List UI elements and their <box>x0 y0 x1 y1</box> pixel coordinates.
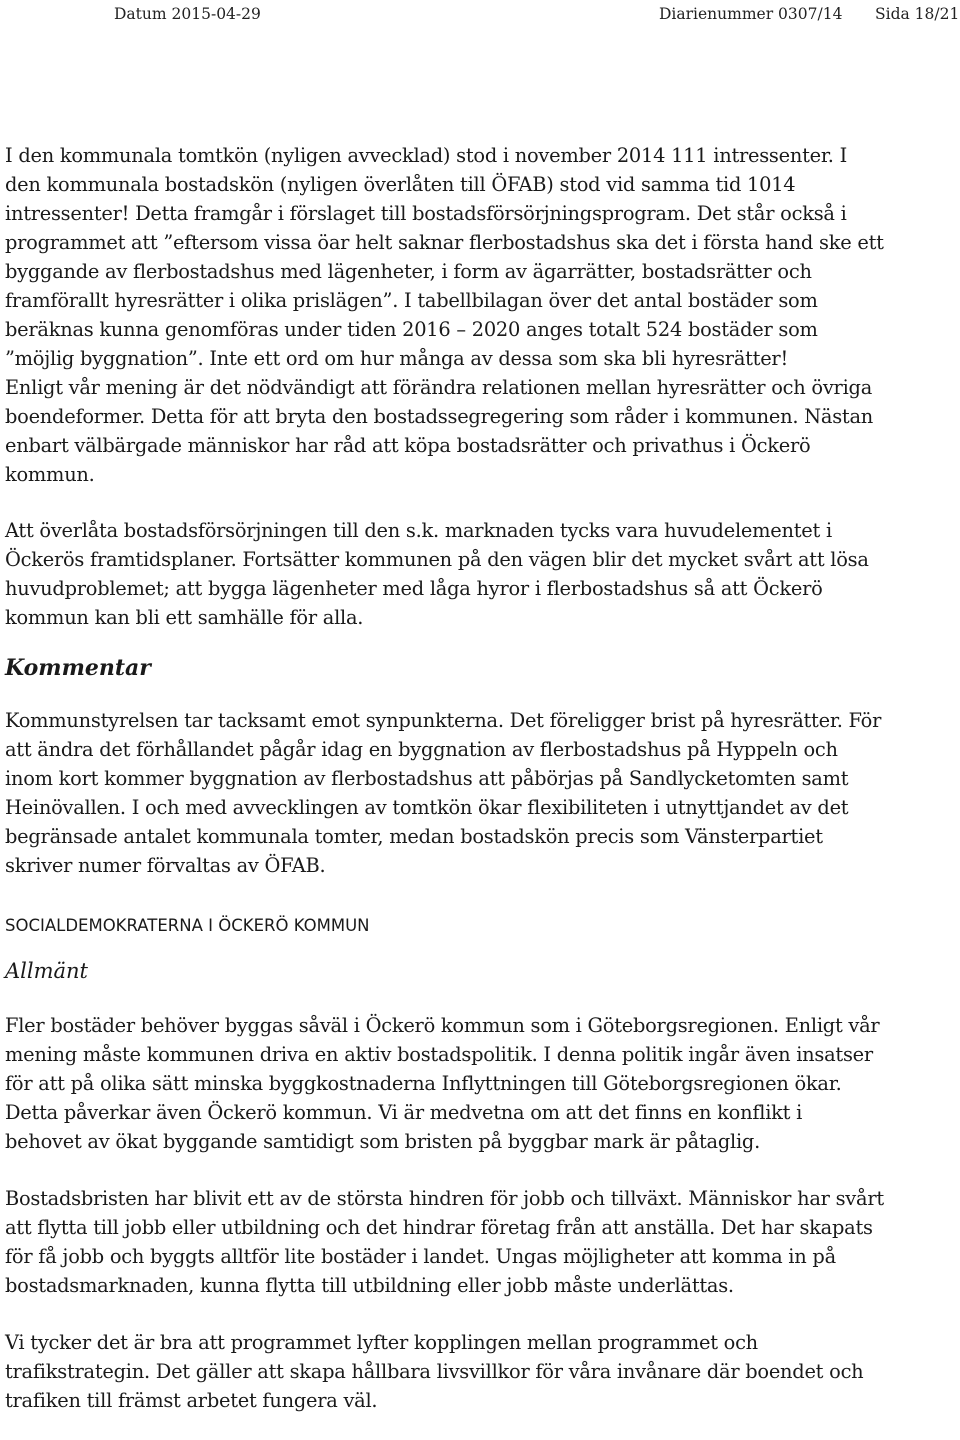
text-line: mening måste kommunen driva en aktiv bostadspolitik. I denna politik ingår även insatser <box>5 1043 873 1066</box>
text-line: trafiken till främst arbetet fungera väl. <box>5 1389 378 1412</box>
paragraph-tomtko <box>5 141 955 489</box>
text-line: boendeformer. Detta för att bryta den bostadssegregering som råder i kommunen. Nästan <box>5 405 873 428</box>
text-line: beräknas kunna genomföras under tiden 2016 – 2020 anges totalt 524 bostäder som <box>5 318 818 341</box>
text-line: programmet att ”eftersom vissa öar helt saknar flerbostadshus ska det i första hand ske ett <box>5 231 884 254</box>
text-line: Bostadsbristen har blivit ett av de största hindren för jobb och tillväxt. Människor har svårt <box>5 1187 884 1210</box>
header-page-number: Sida 18/21 <box>875 5 960 23</box>
paragraph-bostadsbristen <box>5 1184 955 1300</box>
text-line: enbart välbärgade människor har råd att köpa bostadsrätter och privathus i Öckerö <box>5 434 811 457</box>
text-line: bostadsmarknaden, kunna flytta till utbildning eller jobb måste underlättas. <box>5 1274 734 1297</box>
text-line: Öckerös framtidsplaner. Fortsätter kommunen på den vägen blir det mycket svårt att lösa <box>5 548 869 571</box>
text-line: att flytta till jobb eller utbildning och det hindrar företag från att anställa. Det har skapats <box>5 1216 873 1239</box>
text-line: huvudproblemet; att bygga lägenheter med låga hyror i flerbostadshus så att Öckerö <box>5 577 823 600</box>
text-line: intressenter! Detta framgår i förslaget till bostadsförsörjningsprogram. Det står också i <box>5 202 847 225</box>
text-line: Vi tycker det är bra att programmet lyfter kopplingen mellan programmet och <box>5 1331 758 1354</box>
header-date: Datum 2015-04-29 <box>114 5 261 23</box>
text-line: Enligt vår mening är det nödvändigt att förändra relationen mellan hyresrätter och övriga <box>5 376 873 399</box>
heading-kommentar: Kommentar <box>5 655 151 681</box>
text-line: byggande av flerbostadshus med lägenheter, i form av ägarrätter, bostadsrätter och <box>5 260 812 283</box>
page-header <box>0 4 960 24</box>
text-line: för få jobb och byggts alltför lite bostäder i landet. Ungas möjligheter att komma in på <box>5 1245 836 1268</box>
text-line: kommun. <box>5 463 95 486</box>
heading-socialdemokraterna: SOCIALDEMOKRATERNA I ÖCKERÖ KOMMUN <box>5 916 370 935</box>
paragraph-fler-bostader <box>5 1011 955 1156</box>
text-line: att ändra det förhållandet pågår idag en byggnation av flerbostadshus på Hyppeln och <box>5 738 838 761</box>
text-line: för att på olika sätt minska byggkostnaderna Inflyttningen till Göteborgsregionen ökar. <box>5 1072 842 1095</box>
text-line: trafikstrategin. Det gäller att skapa hållbara livsvillkor för våra invånare där boendet och <box>5 1360 864 1383</box>
text-line: Detta påverkar även Öckerö kommun. Vi är medvetna om att det finns en konflikt i <box>5 1101 803 1124</box>
heading-allmant: Allmänt <box>5 959 88 983</box>
text-line: Heinövallen. I och med avvecklingen av tomtkön ökar flexibiliteten i utnyttjandet av det <box>5 796 849 819</box>
text-line: kommun kan bli ett samhälle för alla. <box>5 606 364 629</box>
paragraph-kommentar <box>5 706 955 880</box>
paragraph-marknaden <box>5 516 955 632</box>
text-line: Kommunstyrelsen tar tacksamt emot synpunkterna. Det föreligger brist på hyresrätter. För <box>5 709 882 732</box>
text-line: behovet av ökat byggande samtidigt som bristen på byggbar mark är påtaglig. <box>5 1130 760 1153</box>
text-line: skriver numer förvaltas av ÖFAB. <box>5 854 326 877</box>
paragraph-trafikstrategin <box>5 1328 955 1415</box>
text-line: ”möjlig byggnation”. Inte ett ord om hur många av dessa som ska bli hyresrätter! <box>5 347 788 370</box>
text-line: begränsade antalet kommunala tomter, medan bostadskön precis som Vänsterpartiet <box>5 825 823 848</box>
text-line: framförallt hyresrätter i olika prislägen”. I tabellbilagan över det antal bostäder som <box>5 289 818 312</box>
document-body <box>5 141 955 1415</box>
text-line: Att överlåta bostadsförsörjningen till den s.k. marknaden tycks vara huvudelementet i <box>5 519 832 542</box>
text-line: Fler bostäder behöver byggas såväl i Öckerö kommun som i Göteborgsregionen. Enligt vår <box>5 1014 880 1037</box>
text-line: I den kommunala tomtkön (nyligen avvecklad) stod i november 2014 111 intressenter. I <box>5 144 847 167</box>
text-line: inom kort kommer byggnation av flerbostadshus att påbörjas på Sandlycketomten samt <box>5 767 849 790</box>
text-line: den kommunala bostadskön (nyligen överlåten till ÖFAB) stod vid samma tid 1014 <box>5 173 796 196</box>
header-diary-number: Diarienummer 0307/14 <box>659 5 843 23</box>
